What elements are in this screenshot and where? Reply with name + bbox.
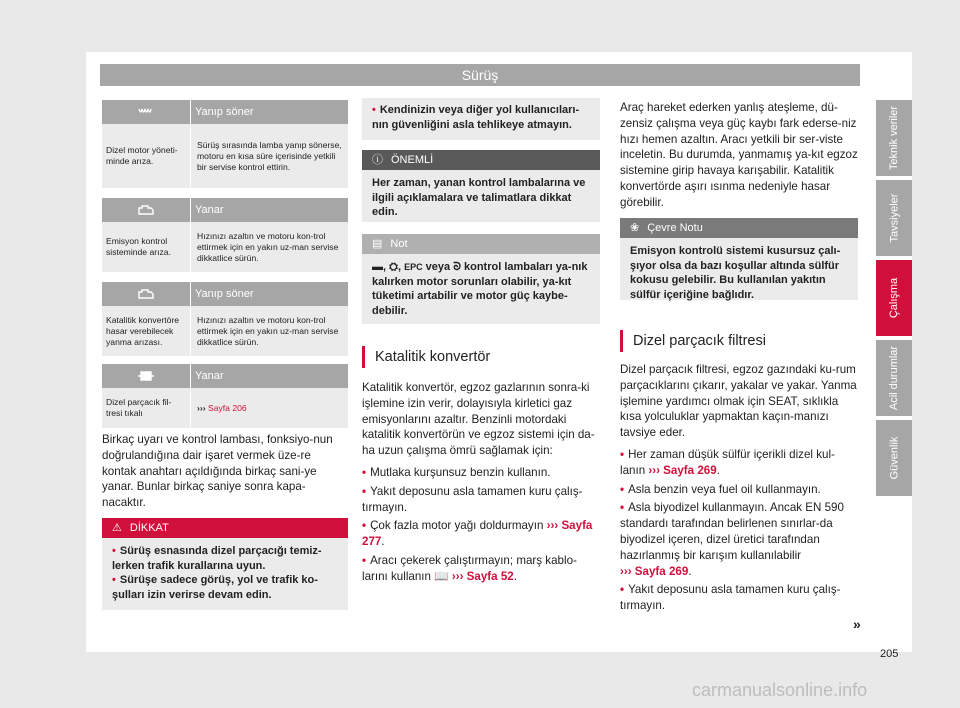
warning-item: • Sürüşe sadece görüş, yol ve trafik ko-şulları izin verirse devam edin. — [112, 573, 340, 602]
particle-filter-icon — [102, 364, 190, 388]
warning-table-1 — [102, 100, 348, 188]
page-header: Sürüş — [100, 64, 860, 86]
list-item: • Çok fazla motor yağı doldurmayın ››› Sayfa 277. — [362, 518, 600, 550]
list-item: • Her zaman düşük sülfür içerikli dizel kul-lanın ››› Sayfa 269. — [620, 447, 860, 479]
dpf-paragraph: Dizel parçacık filtresi, egzoz gazındaki ku-rum parçacıklarını çıkarır, yakalar ve yakar. Yanma işlemine yardımcı olmak için SEAT, sıklıkla kısa yolculuklar yapmaktan kaçın-manızı tavsiye eder. — [620, 363, 857, 440]
table-header: Yanıp söner — [102, 282, 348, 306]
table-row: Dizel parçacık fil-tresi tıkalı ››› Sayfa 206 — [102, 388, 348, 428]
warning-box — [102, 518, 348, 610]
table-row: Emisyon kontrol sisteminde arıza. Hızınızı azaltın ve motoru kon-trol ettirmek için en yakın uz-man servise dikkatlice sürün. — [102, 222, 348, 272]
list-item: • Asla benzin veya fuel oil kullanmayın. — [620, 482, 860, 498]
katalitik-paragraph: Katalitik konvertör, egzoz gazlarının sonra-ki işlemine izin verir, dolayısıyla kirletici gaz emisyonlarını azaltır. Benzinli motordaki katalitik konvertörün ve egzoz sistemi için da-ha uzun çalışma ömrü sağlamak için: — [362, 381, 595, 458]
tab-guvenlik[interactable]: Güvenlik — [876, 420, 912, 496]
table-row: Katalitik konvertöre hasar verebilecek yanma arızası. Hızınızı azaltın ve motoru kon-trol ettirmek için en yakın uz-man servise dikkatlice sürün. — [102, 306, 348, 356]
environment-box: ❀ Çevre Notu Emisyon kontrolü sistemi kusursuz çalı-şıyor olsa da bazı koşullar altında sülfür kokusu gelebilir. Bu kullanılan yakıtın sülfür içeriğine bağlıdır. — [620, 218, 858, 300]
section-title-katalitik: Katalitik konvertör — [362, 346, 598, 368]
warning-table-3 — [102, 282, 348, 356]
leaf-icon: ❀ — [630, 222, 640, 234]
info-circle-icon: ⓘ — [372, 154, 383, 166]
page-link[interactable]: ››› Sayfa 277 — [362, 519, 593, 549]
tab-acil-durumlar[interactable]: Acil durumlar — [876, 340, 912, 416]
glow-plug-icon — [102, 100, 190, 124]
page-link[interactable]: ››› Sayfa 269 — [620, 564, 689, 578]
note-icon: ▤ — [372, 238, 383, 250]
important-box: ⓘ ÖNEMLİ Her zaman, yanan kontrol lambalarına ve ilgili açıklamalara ve talimatlara dikkat edin. — [362, 150, 600, 222]
section-title-dpf: Dizel parçacık filtresi — [620, 330, 858, 352]
list-item: • Aracı çekerek çalıştırmayın; marş kablo-larını kullanın 📖 ››› Sayfa 52. — [362, 553, 600, 585]
list-item: • Asla biyodizel kullanmayın. Ancak EN 590 standardı tarafından belirlenen sınırlar-da biyodizel içeren, dizel üretici tarafından hazırlanmış bir karışım kullanılabilir ››› Sayfa 269. — [620, 500, 860, 579]
warning-triangle-icon: ⚠ — [112, 522, 122, 534]
warning-header: ⚠ DİKKAT — [102, 518, 348, 538]
list-item: • Yakıt deposunu asla tamamen kuru çalış-tırmayın. — [620, 582, 860, 614]
watermark: carmanualsonline.info — [692, 680, 868, 700]
book-icon: 📖 — [434, 569, 449, 583]
engine-icon: ⛭ — [389, 261, 398, 273]
side-tabs — [876, 100, 912, 500]
list-item: • Mutlaka kurşunsuz benzin kullanın. — [362, 465, 600, 481]
page-number: 205 — [880, 648, 899, 660]
warning-continued: • Kendinizin veya diğer yol kullanıcıları-nın güvenliğini asla tehlikeye atmayın. — [362, 98, 600, 140]
tab-calisma[interactable]: Çalışma — [876, 260, 912, 336]
table-header: Yanar — [102, 198, 348, 222]
table-header: Yanar — [102, 364, 348, 388]
list-item: • Yakıt deposunu asla tamamen kuru çalış-tırmayın. — [362, 484, 600, 516]
left-paragraph: Birkaç uyarı ve kontrol lambası, fonksiyo-nun doğrulandığına dair işaret vermek üze-re kontak anahtarı açıldığında birkaç sani-ye yanar. Bunlar birkaç saniye sonra kapa-nacaktır. — [102, 433, 333, 510]
page-link[interactable]: 📖 ››› Sayfa 52 — [434, 569, 514, 583]
page-link[interactable]: ››› Sayfa 269 — [648, 463, 717, 477]
warning-item: • Sürüş esnasında dizel parçacığı temiz-lerken trafik kurallarına uyun. — [112, 544, 340, 573]
tab-tavsiyeler[interactable]: Tavsiyeler — [876, 180, 912, 256]
engine-icon — [102, 282, 190, 306]
glow-plug-icon: ᘐ — [453, 261, 461, 273]
engine-icon — [102, 198, 190, 222]
warning-table-2 — [102, 198, 348, 272]
particle-filter-icon: ▬ — [372, 261, 383, 273]
warning-table-4 — [102, 364, 348, 428]
right-paragraph: Araç hareket ederken yanlış ateşleme, dü-zensiz çalışma veya güç kaybı fark ederse-niz hızı hemen azaltın. Aracı yetkili bir ser-viste inceletin. Bu durumda, yanmamış ya-kıt egzoz sistemine girip havaya karışabilir. Katalitik konvertörde aşırı ısınma nedeniyle hasar görebilir. — [620, 101, 858, 209]
table-row: Dizel motor yöneti-minde arıza. Sürüş sırasında lamba yanıp sönerse, motoru en kısa süre içerisinde yetkili bir servise kontrol ettirin. — [102, 124, 348, 188]
continue-arrow: » — [853, 616, 861, 632]
note-box: ▤ Not ▬, ⛭, EPC veya ᘐ kontrol lambaları ya-nık kalırken motor sorunları olabilir, ya-kıt tüketimi artabilir ve motor güç kaybe-debilir. — [362, 234, 600, 324]
table-header: Yanıp söner — [102, 100, 348, 124]
tab-teknik-veriler[interactable]: Teknik veriler — [876, 100, 912, 176]
